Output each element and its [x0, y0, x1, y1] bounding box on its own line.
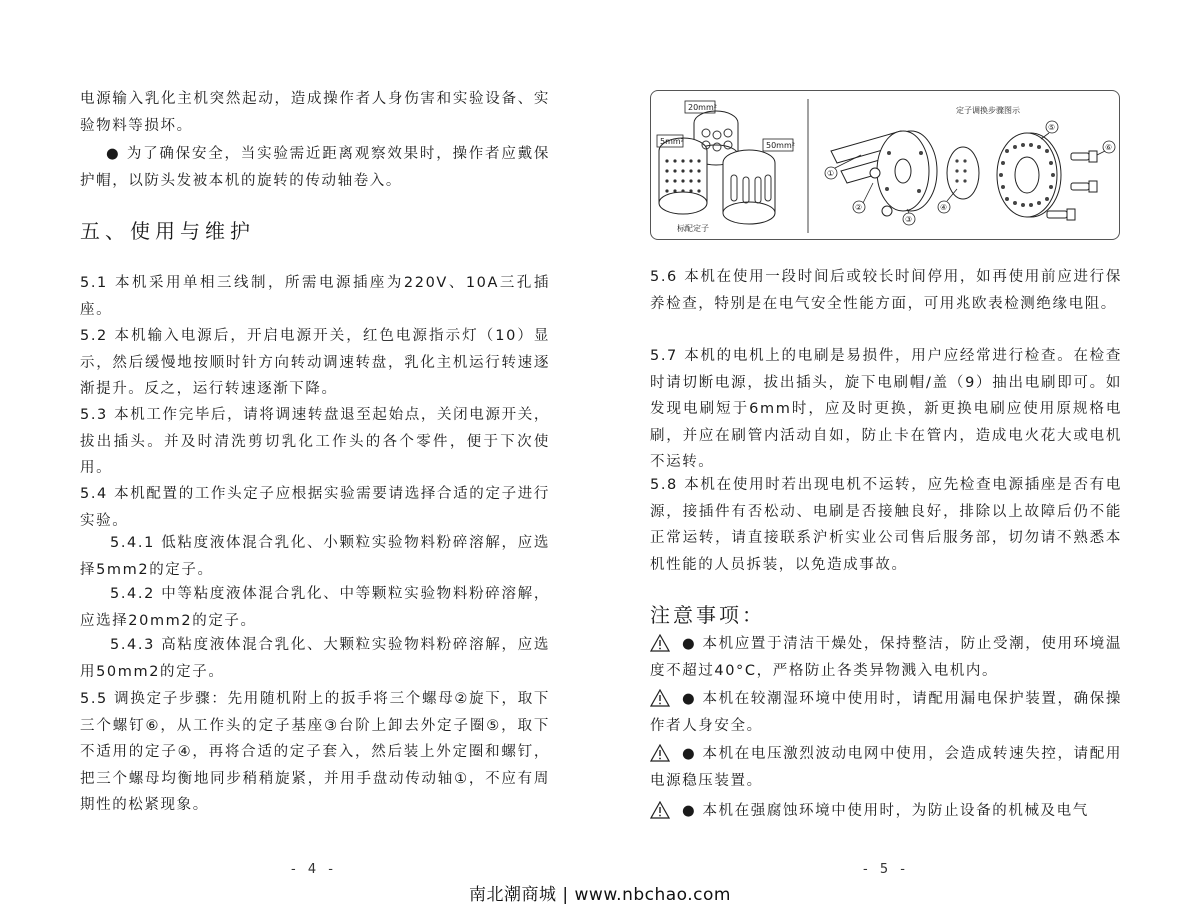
- warning-icon: [650, 634, 670, 652]
- callout-1: ①: [827, 169, 835, 178]
- figure-left-caption: 标配定子: [677, 224, 709, 233]
- notice-text: ● 本机应置于清洁干燥处，保持整洁，防止受潮，使用环境温度不超过40°C，严格防止各类异物溅入电机内。: [650, 636, 1122, 679]
- footer-link[interactable]: 南北潮商城 | www.nbchao.com: [468, 885, 731, 905]
- callout-6: ⑥: [1105, 143, 1113, 152]
- notice-item: [650, 631, 1122, 684]
- paragraph-5-4-1: 5.4.1 低粘度液体混合乳化、小颗粒实验物料粉碎溶解，应选择5mm2的定子。: [80, 535, 550, 578]
- label-20mm2: 20mm²: [688, 103, 717, 112]
- notice-item: [650, 686, 1122, 739]
- callout-2: ②: [855, 203, 863, 212]
- paragraph-5-3: 5.3 本机工作完毕后，请将调速转盘退至起始点，关闭电源开关，拔出插头。并及时清洗剪切乳化工作头的各个零件，便于下次使用。: [80, 407, 550, 476]
- paragraph-5-4-3: 5.4.3 高粘度液体混合乳化、大颗粒实验物料粉碎溶解，应选用50mm2的定子。: [80, 637, 550, 680]
- notice-text: ● 本机在强腐蚀环境中使用时，为防止设备的机械及电气: [682, 803, 1089, 819]
- warning-icon: [650, 689, 670, 707]
- warning-icon: [650, 801, 670, 819]
- safety-paragraph: ● 为了确保安全，当实验需近距离观察效果时，操作者应戴保护帽，以防头发被本机的旋转的传动轴卷入。: [80, 146, 550, 189]
- figure-right-caption: 定子调换步骤图示: [956, 106, 1020, 115]
- section-heading: 五、使用与维护: [80, 219, 255, 243]
- callout-4: ④: [940, 203, 948, 212]
- intro-paragraph: 电源输入乳化主机突然起动，造成操作者人身伤害和实验设备、实验物料等损坏。: [80, 91, 550, 134]
- notice-item: [650, 798, 1122, 825]
- notice-item: [650, 741, 1122, 794]
- notice-text: ● 本机在电压激烈波动电网中使用，会造成转速失控，请配用电源稳压装置。: [650, 746, 1122, 789]
- page-number-left: - 4 -: [291, 862, 337, 877]
- label-5mm2: 5mm²: [660, 137, 684, 146]
- paragraph-5-1: 5.1 本机采用单相三线制，所需电源插座为220V、10A三孔插座。: [80, 275, 550, 318]
- page-number-right: - 5 -: [863, 862, 909, 877]
- paragraph-5-2: 5.2 本机输入电源后，开启电源开关，红色电源指示灯（10）显示，然后缓慢地按顺时针方向转动调速转盘，乳化主机运行转速逐渐提升。反之，运行转速逐渐下降。: [80, 328, 550, 397]
- paragraph-5-8: 5.8 本机在使用时若出现电机不运转，应先检查电源插座是否有电源，接插件有否松动、电刷是否接触良好，排除以上故障后仍不能正常运转，请直接联系沪析实业公司售后服务部，切勿请不熟悉本机性能的人员拆装，以免造成事故。: [650, 477, 1122, 573]
- notice-heading: 注意事项：: [650, 603, 765, 627]
- stator-illustration: [651, 91, 1120, 240]
- callout-3: ③: [905, 215, 913, 224]
- callout-5: ⑤: [1048, 123, 1056, 132]
- paragraph-5-4-2: 5.4.2 中等粘度液体混合乳化、中等颗粒实验物料粉碎溶解，应选择20mm2的定子。: [80, 586, 550, 629]
- stator-figure: [650, 90, 1120, 240]
- paragraph-5-7: 5.7 本机的电机上的电刷是易损件，用户应经常进行检查。在检查时请切断电源，拔出插头，旋下电刷帽/盖（9）抽出电刷即可。如发现电刷短于6mm时，应及时更换，新更换电刷应使用原规格电刷，并应在刷管内活动自如，防止卡在管内，造成电火花大或电机不运转。: [650, 348, 1122, 470]
- paragraph-5-5: 5.5 调换定子步骤：先用随机附上的扳手将三个螺母②旋下，取下三个螺钉⑥，从工作头的定子基座③台阶上卸去外定子圈⑤，取下不适用的定子④，再将合适的定子套入，然后装上外定圈和螺钉，把三个螺母均衡地同步稍稍旋紧，并用手盘动传动轴①，不应有周期性的松紧现象。: [80, 691, 550, 813]
- notice-text: ● 本机在较潮湿环境中使用时，请配用漏电保护装置，确保操作者人身安全。: [650, 691, 1122, 734]
- paragraph-5-6: 5.6 本机在使用一段时间后或较长时间停用，如再使用前应进行保养检查，特别是在电气安全性能方面，可用兆欧表检测绝缘电阻。: [650, 269, 1122, 312]
- warning-icon: [650, 744, 670, 762]
- label-50mm2: 50mm²: [766, 141, 795, 150]
- paragraph-5-4: 5.4 本机配置的工作头定子应根据实验需要请选择合适的定子进行实验。: [80, 486, 550, 529]
